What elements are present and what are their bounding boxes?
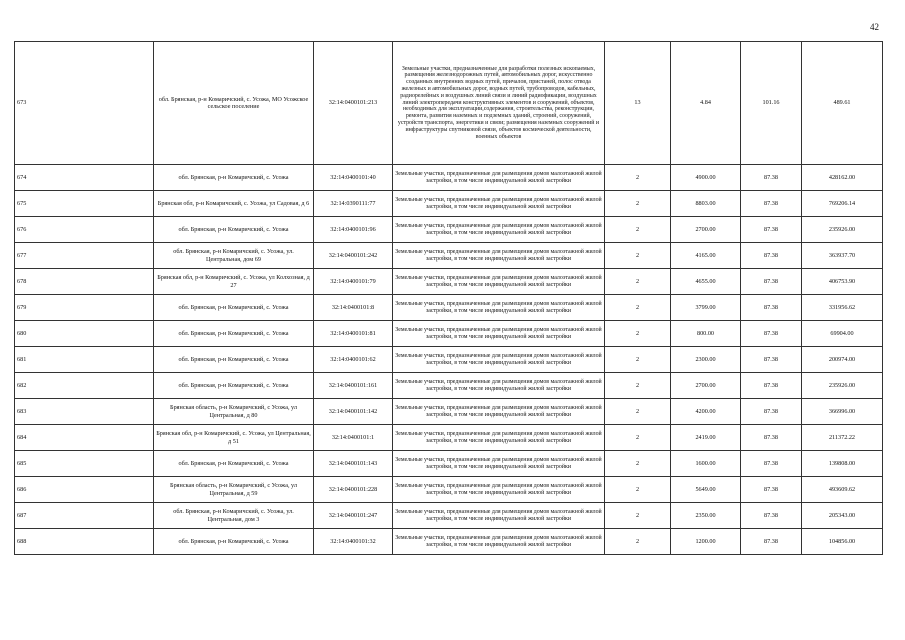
area-cell: 2300.00 [671, 347, 741, 373]
area-cell: 4.84 [671, 42, 741, 165]
table-body [15, 42, 883, 555]
address-cell: обл. Брянская, р-н Комаричский, с. Усожа [154, 321, 314, 347]
address-cell: обл. Брянская, р-н Комаричский, с. Усожа [154, 451, 314, 477]
table-row [15, 529, 883, 555]
table-row [15, 477, 883, 503]
permitted-use-cell: Земельные участки, предназначенные для разработки полезных ископаемых, размещения железнодорожных путей, автомобильных дорог, искусственно созданных внутренних водных путей, причалов, пристаней, полос отвода железных и автомобильных дорог, водных путей, трубопроводов, кабельных, радиорелейных и воздушных линий связи и линий радиофикации, воздушных линий электропередачи конструктивных элементов и сооружений, объектов, необходимых для эксплуатации,содержания, строительства, реконструкции, ремонта, развития наземных и подземных зданий, строений, сооружений, устройств транспорта, энергетики и связи; размещения наземных сооружений и инфраструктуры спутниковой связи, объектов космической деятельности, военных объектов [393, 42, 605, 165]
row-number: 681 [15, 347, 154, 373]
row-number: 678 [15, 269, 154, 295]
table-row [15, 42, 883, 165]
area-cell: 1200.00 [671, 529, 741, 555]
cadastral-number-cell: 32:14:0390111:77 [314, 191, 393, 217]
permitted-use-cell: Земельные участки, предназначенные для размещения домов малоэтажной жилой застройки, в том числе индивидуальной жилой застройки [393, 243, 605, 269]
permitted-use-cell: Земельные участки, предназначенные для размещения домов малоэтажной жилой застройки, в том числе индивидуальной жилой застройки [393, 347, 605, 373]
cadastral-number-cell: 32:14:0400101:213 [314, 42, 393, 165]
area-cell: 4900.00 [671, 165, 741, 191]
permitted-use-cell: Земельные участки, предназначенные для размещения домов малоэтажной жилой застройки, в том числе индивидуальной жилой застройки [393, 503, 605, 529]
use-group-cell: 2 [605, 451, 671, 477]
row-number: 680 [15, 321, 154, 347]
cadastral-number-cell: 32:14:0400101:32 [314, 529, 393, 555]
row-number: 677 [15, 243, 154, 269]
cadastral-value-cell: 406753.90 [802, 269, 883, 295]
specific-value-cell: 101.16 [741, 42, 802, 165]
specific-value-cell: 87.38 [741, 529, 802, 555]
address-cell: обл. Брянская, р-н Комаричский, с. Усожа, ул. Центральная, дом 69 [154, 243, 314, 269]
area-cell: 4165.00 [671, 243, 741, 269]
use-group-cell: 2 [605, 425, 671, 451]
address-cell: Брянская область, р-н Комаричский, с Усожа, ул Центральная, д 59 [154, 477, 314, 503]
address-cell: Брянская обл, р-н Комаричский, с. Усожа, ул Садовая, д 6 [154, 191, 314, 217]
use-group-cell: 2 [605, 321, 671, 347]
address-cell: Брянская обл, р-н Комаричский, с. Усожа, ул Колхозная, д 27 [154, 269, 314, 295]
specific-value-cell: 87.38 [741, 269, 802, 295]
row-number: 673 [15, 42, 154, 165]
cadastral-value-cell: 489.61 [802, 42, 883, 165]
area-cell: 2700.00 [671, 373, 741, 399]
permitted-use-cell: Земельные участки, предназначенные для размещения домов малоэтажной жилой застройки, в том числе индивидуальной жилой застройки [393, 321, 605, 347]
table-row [15, 165, 883, 191]
cadastral-value-cell: 200974.00 [802, 347, 883, 373]
use-group-cell: 2 [605, 529, 671, 555]
cadastral-number-cell: 32:14:0400101:247 [314, 503, 393, 529]
address-cell: обл. Брянская, р-н Комаричский, с. Усожа [154, 165, 314, 191]
permitted-use-cell: Земельные участки, предназначенные для размещения домов малоэтажной жилой застройки, в том числе индивидуальной жилой застройки [393, 529, 605, 555]
address-cell: обл. Брянская, р-н Комаричский, с. Усожа [154, 529, 314, 555]
table-row [15, 243, 883, 269]
table-row [15, 425, 883, 451]
specific-value-cell: 87.38 [741, 347, 802, 373]
use-group-cell: 2 [605, 191, 671, 217]
address-cell: обл. Брянская, р-н Комаричский, с. Усожа [154, 295, 314, 321]
area-cell: 4200.00 [671, 399, 741, 425]
use-group-cell: 2 [605, 165, 671, 191]
area-cell: 4655.00 [671, 269, 741, 295]
use-group-cell: 13 [605, 42, 671, 165]
row-number: 674 [15, 165, 154, 191]
area-cell: 5649.00 [671, 477, 741, 503]
permitted-use-cell: Земельные участки, предназначенные для размещения домов малоэтажной жилой застройки, в том числе индивидуальной жилой застройки [393, 295, 605, 321]
permitted-use-cell: Земельные участки, предназначенные для размещения домов малоэтажной жилой застройки, в том числе индивидуальной жилой застройки [393, 451, 605, 477]
specific-value-cell: 87.38 [741, 503, 802, 529]
cadastral-value-cell: 139808.00 [802, 451, 883, 477]
use-group-cell: 2 [605, 399, 671, 425]
cadastral-value-cell: 363937.70 [802, 243, 883, 269]
row-number: 688 [15, 529, 154, 555]
address-cell: обл. Брянская, р-н Комаричский, с. Усожа [154, 217, 314, 243]
specific-value-cell: 87.38 [741, 217, 802, 243]
specific-value-cell: 87.38 [741, 451, 802, 477]
area-cell: 1600.00 [671, 451, 741, 477]
cadastral-number-cell: 32:14:0400101:161 [314, 373, 393, 399]
use-group-cell: 2 [605, 373, 671, 399]
area-cell: 2700.00 [671, 217, 741, 243]
specific-value-cell: 87.38 [741, 477, 802, 503]
permitted-use-cell: Земельные участки, предназначенные для размещения домов малоэтажной жилой застройки, в том числе индивидуальной жилой застройки [393, 165, 605, 191]
page-number: 42 [870, 22, 879, 32]
permitted-use-cell: Земельные участки, предназначенные для размещения домов малоэтажной жилой застройки, в том числе индивидуальной жилой застройки [393, 191, 605, 217]
cadastral-value-cell: 69904.00 [802, 321, 883, 347]
cadastral-value-cell: 205343.00 [802, 503, 883, 529]
table-row [15, 373, 883, 399]
cadastral-number-cell: 32:14:0400101:79 [314, 269, 393, 295]
address-cell: Брянская область, р-н Комаричский, с Усожа, ул Центральная, д 80 [154, 399, 314, 425]
specific-value-cell: 87.38 [741, 191, 802, 217]
cadastral-value-cell: 235926.00 [802, 217, 883, 243]
permitted-use-cell: Земельные участки, предназначенные для размещения домов малоэтажной жилой застройки, в том числе индивидуальной жилой застройки [393, 477, 605, 503]
land-registry-table [14, 41, 883, 555]
cadastral-number-cell: 32:14:0400101:96 [314, 217, 393, 243]
table-row [15, 503, 883, 529]
cadastral-number-cell: 32:14:0400101:62 [314, 347, 393, 373]
use-group-cell: 2 [605, 243, 671, 269]
cadastral-number-cell: 32:14:0400101:8 [314, 295, 393, 321]
cadastral-number-cell: 32:14:0400101:242 [314, 243, 393, 269]
table-row [15, 217, 883, 243]
table-row [15, 321, 883, 347]
cadastral-number-cell: 32:14:0400101:143 [314, 451, 393, 477]
address-cell: обл. Брянская, р-н Комаричский, с. Усожа, ул. Центральная, дом 3 [154, 503, 314, 529]
row-number: 682 [15, 373, 154, 399]
cadastral-number-cell: 32:14:0400101:142 [314, 399, 393, 425]
specific-value-cell: 87.38 [741, 243, 802, 269]
area-cell: 3799.00 [671, 295, 741, 321]
row-number: 679 [15, 295, 154, 321]
cadastral-number-cell: 32:14:0400101:81 [314, 321, 393, 347]
cadastral-value-cell: 235926.00 [802, 373, 883, 399]
permitted-use-cell: Земельные участки, предназначенные для размещения домов малоэтажной жилой застройки, в том числе индивидуальной жилой застройки [393, 373, 605, 399]
specific-value-cell: 87.38 [741, 399, 802, 425]
use-group-cell: 2 [605, 295, 671, 321]
table-row [15, 295, 883, 321]
specific-value-cell: 87.38 [741, 425, 802, 451]
table-row [15, 191, 883, 217]
cadastral-value-cell: 428162.00 [802, 165, 883, 191]
area-cell: 800.00 [671, 321, 741, 347]
specific-value-cell: 87.38 [741, 295, 802, 321]
permitted-use-cell: Земельные участки, предназначенные для размещения домов малоэтажной жилой застройки, в том числе индивидуальной жилой застройки [393, 217, 605, 243]
use-group-cell: 2 [605, 477, 671, 503]
table-row [15, 269, 883, 295]
row-number: 687 [15, 503, 154, 529]
address-cell: Брянская обл, р-н Комаричский, с. Усожа, ул Центральная, д 51 [154, 425, 314, 451]
cadastral-value-cell: 366996.00 [802, 399, 883, 425]
table-row [15, 451, 883, 477]
table-row [15, 399, 883, 425]
use-group-cell: 2 [605, 269, 671, 295]
cadastral-value-cell: 769206.14 [802, 191, 883, 217]
cadastral-number-cell: 32:14:0400101:40 [314, 165, 393, 191]
cadastral-value-cell: 331956.62 [802, 295, 883, 321]
cadastral-value-cell: 104856.00 [802, 529, 883, 555]
row-number: 685 [15, 451, 154, 477]
cadastral-value-cell: 211372.22 [802, 425, 883, 451]
area-cell: 2419.00 [671, 425, 741, 451]
cadastral-number-cell: 32:14:0400101:228 [314, 477, 393, 503]
use-group-cell: 2 [605, 347, 671, 373]
area-cell: 8803.00 [671, 191, 741, 217]
address-cell: обл. Брянская, р-н Комаричский, с. Усожа [154, 347, 314, 373]
row-number: 676 [15, 217, 154, 243]
row-number: 686 [15, 477, 154, 503]
table-row [15, 347, 883, 373]
cadastral-number-cell: 32:14:0400101:1 [314, 425, 393, 451]
row-number: 683 [15, 399, 154, 425]
permitted-use-cell: Земельные участки, предназначенные для размещения домов малоэтажной жилой застройки, в том числе индивидуальной жилой застройки [393, 399, 605, 425]
use-group-cell: 2 [605, 503, 671, 529]
area-cell: 2350.00 [671, 503, 741, 529]
address-cell: обл. Брянская, р-н Комаричский, с. Усожа [154, 373, 314, 399]
cadastral-value-cell: 493609.62 [802, 477, 883, 503]
specific-value-cell: 87.38 [741, 321, 802, 347]
row-number: 675 [15, 191, 154, 217]
row-number: 684 [15, 425, 154, 451]
address-cell: обл. Брянская, р-н Комаричский, с. Усожа, МО Усожское сельское поселение [154, 42, 314, 165]
use-group-cell: 2 [605, 217, 671, 243]
permitted-use-cell: Земельные участки, предназначенные для размещения домов малоэтажной жилой застройки, в том числе индивидуальной жилой застройки [393, 269, 605, 295]
specific-value-cell: 87.38 [741, 373, 802, 399]
permitted-use-cell: Земельные участки, предназначенные для размещения домов малоэтажной жилой застройки, в том числе индивидуальной жилой застройки [393, 425, 605, 451]
specific-value-cell: 87.38 [741, 165, 802, 191]
